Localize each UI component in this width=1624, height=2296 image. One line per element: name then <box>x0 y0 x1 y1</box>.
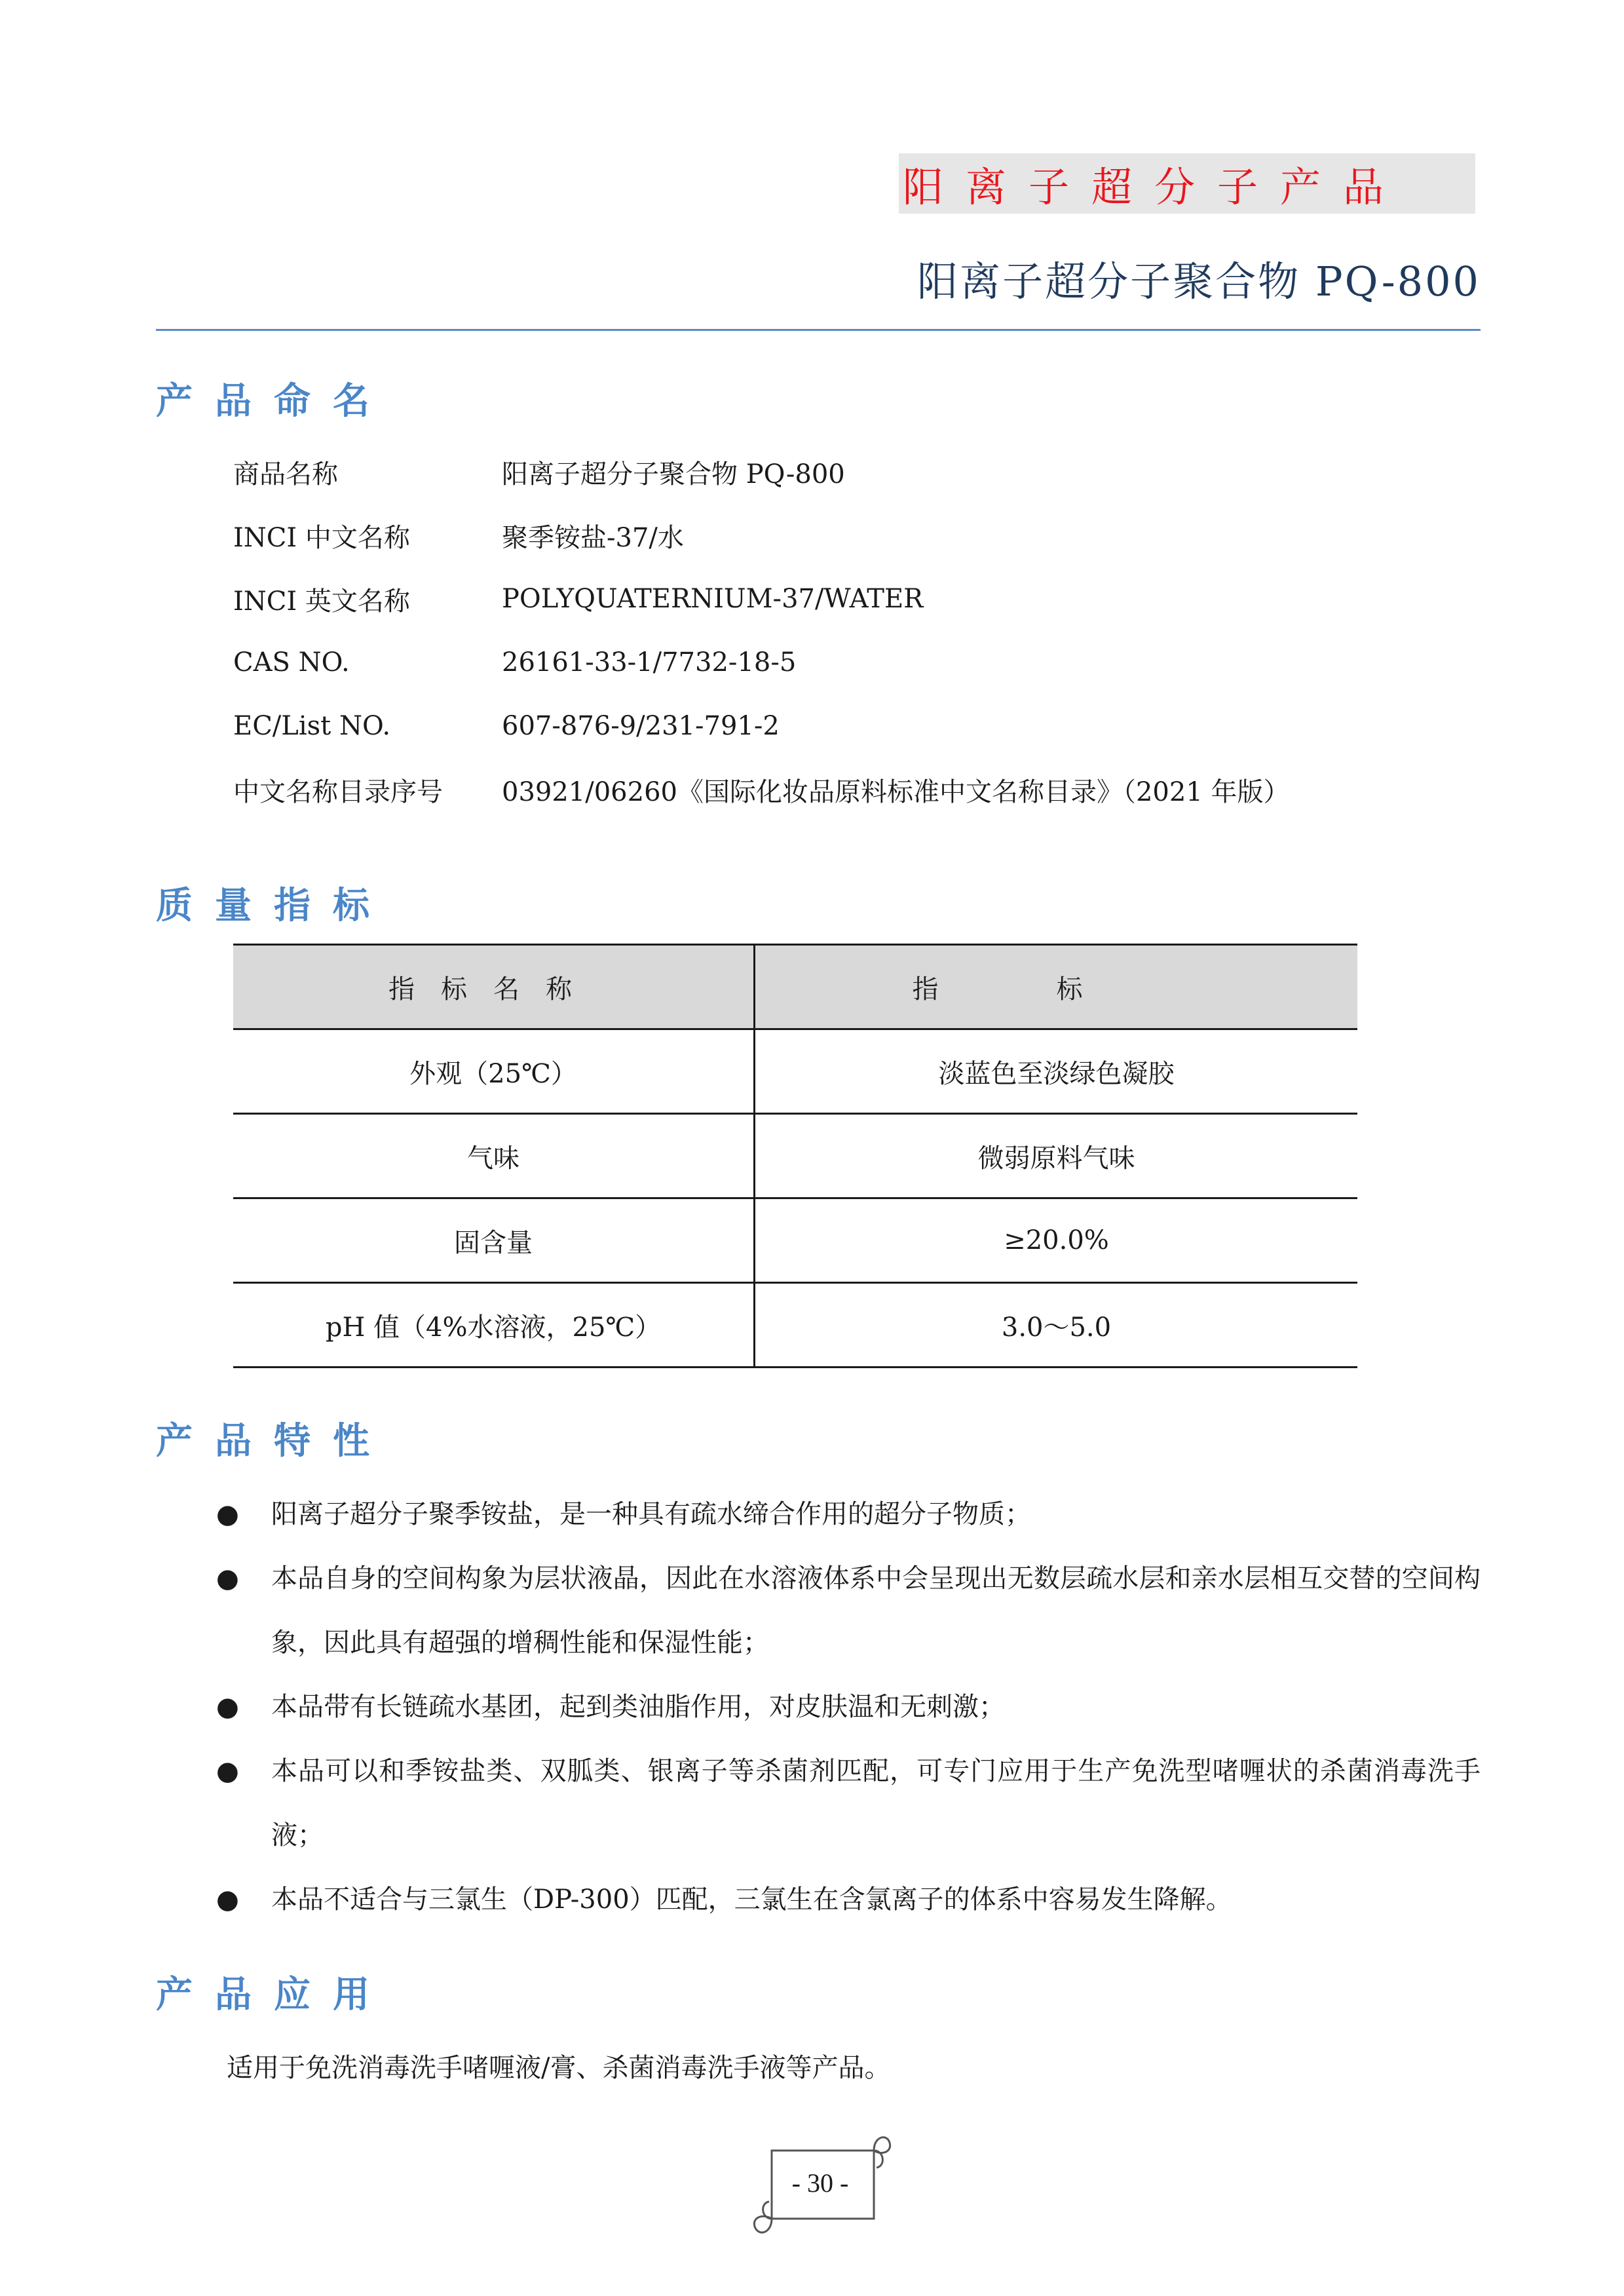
property-text: 本品自身的空间构象为层状液晶，因此在水溶液体系中会呈现出无数层疏水层和亲水层相互交替的空间构象，因此具有超强的增稠性能和保湿性能； <box>271 1563 1481 1658</box>
product-title: 阳离子超分子聚合物 PQ-800 <box>917 258 1481 305</box>
naming-row-ec-list <box>233 706 780 746</box>
table-row <box>233 1029 1357 1114</box>
table-row <box>233 1198 1357 1283</box>
table-cell-spec: 微弱原料气味 <box>755 1114 1358 1198</box>
section-heading-properties: 产品特性 <box>156 1420 392 1463</box>
naming-value: 607-876-9/231-791-2 <box>502 711 780 741</box>
property-text: 本品可以和季铵盐类、双胍类、银离子等杀菌剂匹配，可专门应用于生产免洗型啫喱状的杀菌消毒洗手液； <box>271 1756 1481 1850</box>
property-text: 阳离子超分子聚季铵盐，是一种具有疏水缔合作用的超分子物质； <box>271 1499 1031 1529</box>
property-text: 本品带有长链疏水基团，起到类油脂作用，对皮肤温和无刺激； <box>271 1692 1005 1722</box>
table-cell-spec: 淡蓝色至淡绿色凝胶 <box>755 1029 1358 1114</box>
column-header-item: 指标名称 <box>233 945 755 1029</box>
naming-value: 阳离子超分子聚合物 PQ-800 <box>502 459 845 489</box>
table-header-row <box>233 945 1357 1029</box>
table-cell-item: 固含量 <box>233 1198 755 1283</box>
bullet-icon: ● <box>216 1885 239 1915</box>
table-cell-item: pH 值（4%水溶液，25℃） <box>233 1283 755 1368</box>
naming-label: INCI 中文名称 <box>233 522 410 553</box>
table-cell-spec: ≥20.0% <box>755 1198 1358 1283</box>
naming-label: CAS NO. <box>233 647 350 678</box>
naming-row-inci-cn <box>233 516 684 555</box>
table-row <box>233 1283 1357 1368</box>
section-heading-naming: 产品命名 <box>156 380 392 423</box>
property-item <box>216 1482 1481 1546</box>
section-heading-quality: 质量指标 <box>156 885 392 927</box>
naming-value: 聚季铵盐-37/水 <box>502 522 684 553</box>
quality-spec-table <box>233 944 1357 1368</box>
naming-value: 26161-33-1/7732-18-5 <box>502 647 797 678</box>
naming-value: POLYQUATERNIUM-37/WATER <box>502 584 924 614</box>
naming-row-cas <box>233 643 796 682</box>
property-item <box>216 1739 1481 1867</box>
header-divider <box>156 329 1481 331</box>
category-banner: 阳离子超分子产品 <box>899 153 1475 214</box>
column-header-spec: 指标 <box>755 945 1358 1029</box>
naming-row-inci-en <box>233 579 923 619</box>
table-cell-item: 气味 <box>233 1114 755 1198</box>
naming-label: EC/List NO. <box>233 711 391 741</box>
page-number: - 30 - <box>791 2168 849 2198</box>
naming-label: 商品名称 <box>233 459 338 489</box>
property-item <box>216 1867 1481 1932</box>
property-item <box>216 1675 1481 1739</box>
bullet-icon: ● <box>216 1499 239 1529</box>
bullet-icon: ● <box>216 1692 239 1722</box>
naming-value: 03921/06260《国际化妆品原料标准中文名称目录》（2021 年版） <box>502 776 1290 807</box>
application-text: 适用于免洗消毒洗手啫喱液/膏、杀菌消毒洗手液等产品。 <box>227 2053 891 2083</box>
table-cell-spec: 3.0～5.0 <box>755 1283 1358 1368</box>
property-text: 本品不适合与三氯生（DP-300）匹配，三氯生在含氯离子的体系中容易发生降解。 <box>271 1885 1232 1915</box>
naming-row-trade-name <box>233 452 845 491</box>
section-heading-application: 产品应用 <box>156 1974 392 2016</box>
bullet-icon: ● <box>216 1756 239 1786</box>
naming-row-catalog-number <box>233 770 1289 809</box>
naming-label: 中文名称目录序号 <box>233 776 443 807</box>
table-cell-item: 外观（25℃） <box>233 1029 755 1114</box>
property-item <box>216 1546 1481 1675</box>
naming-label: INCI 英文名称 <box>233 586 410 617</box>
table-row <box>233 1114 1357 1198</box>
bullet-icon: ● <box>216 1563 239 1594</box>
